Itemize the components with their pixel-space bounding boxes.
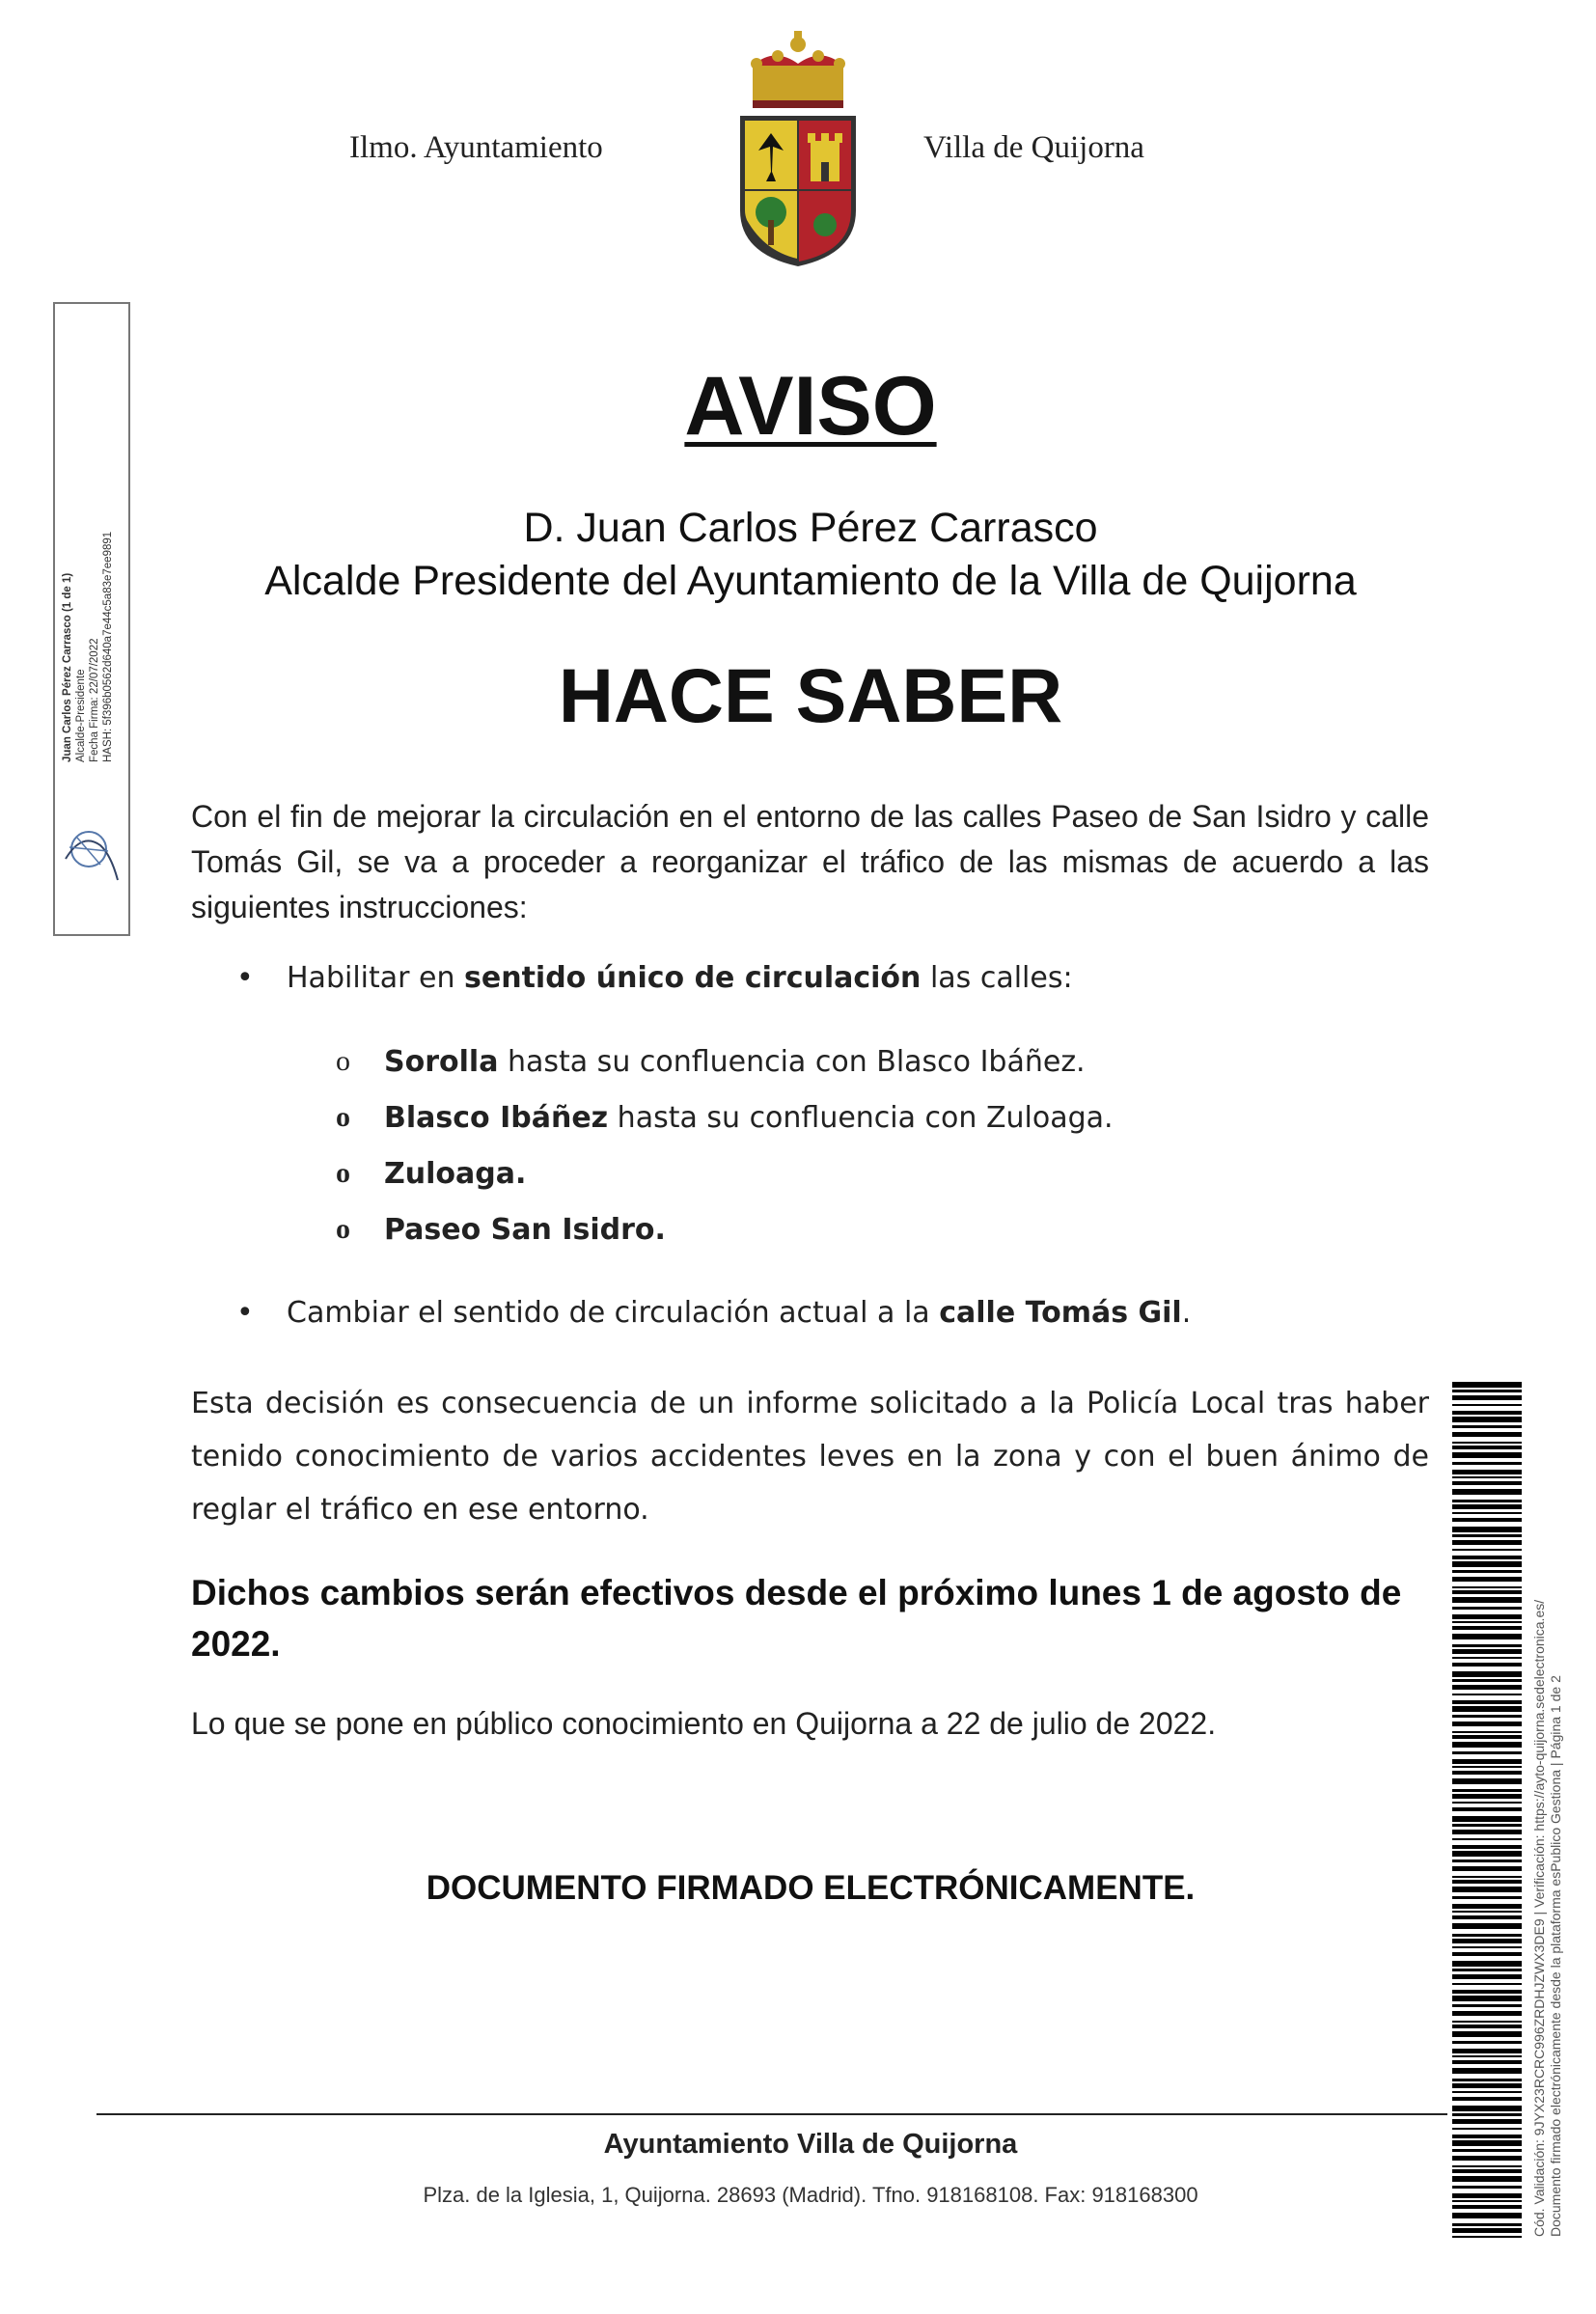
- barcode-bar: [1452, 2049, 1522, 2053]
- barcode-bar: [1452, 1876, 1522, 1878]
- barcode-bar: [1452, 1626, 1522, 1630]
- street-name: Blasco Ibáñez: [384, 1101, 609, 1135]
- barcode-bar: [1452, 1476, 1522, 1478]
- barcode-bar: [1452, 1824, 1522, 1827]
- validation-code: Cód. Validación: 9JYX23RCRC996ZRDHJZWX3DE9 | Verificación: https://ayto-quijorna.sedelectronica.es/: [1531, 1599, 1547, 2237]
- barcode-bar: [1452, 2011, 1522, 2016]
- barcode-bar: [1452, 1425, 1522, 1428]
- bullet-item-one-way: [236, 961, 1073, 995]
- barcode-bar: [1452, 1657, 1522, 1659]
- barcode-bar: [1452, 2025, 1522, 2028]
- header-right-text: Villa de Quijorna: [923, 130, 1144, 165]
- barcode-bar: [1452, 1518, 1522, 1522]
- effective-date-paragraph: Dichos cambios serán efectivos desde el próximo lunes 1 de agosto de 2022.: [191, 1573, 1402, 1664]
- barcode-bar: [1452, 1700, 1522, 1704]
- bullet-bold-text: sentido único de circulación: [464, 961, 922, 995]
- barcode-bar: [1452, 1851, 1522, 1857]
- barcode-bar: [1452, 1759, 1522, 1764]
- barcode-bar: [1452, 1996, 1522, 2001]
- barcode-bar: [1452, 1866, 1522, 1871]
- barcode-bar: [1452, 1417, 1522, 1422]
- barcode-bar: [1452, 2205, 1522, 2209]
- validation-barcode-icon: [1452, 1382, 1522, 2241]
- barcode-bar: [1452, 1395, 1522, 1400]
- barcode-bar: [1452, 1923, 1522, 1929]
- barcode-bar: [1452, 1549, 1522, 1551]
- barcode-bar: [1452, 1404, 1522, 1406]
- barcode-bar: [1452, 1685, 1522, 1690]
- barcode-bar: [1452, 1771, 1522, 1775]
- barcode-bar: [1452, 2135, 1522, 2138]
- barcode-bar: [1452, 1751, 1522, 1754]
- barcode-bar: [1452, 1961, 1522, 1967]
- barcode-bar: [1452, 2149, 1522, 2152]
- signer-name: Juan Carlos Pérez Carrasco (1 de 1): [62, 572, 73, 762]
- barcode-bar: [1452, 1694, 1522, 1695]
- barcode-bar: [1452, 1540, 1522, 1545]
- barcode-bar: [1452, 1382, 1522, 1388]
- barcode-bar: [1452, 1896, 1522, 1899]
- signature-date: Fecha Firma: 22/07/2022: [89, 638, 100, 762]
- barcode-bar: [1452, 1663, 1522, 1667]
- sub-marker: o: [336, 1157, 350, 1189]
- barcode-bar: [1452, 2156, 1522, 2161]
- barcode-bar: [1452, 2106, 1522, 2111]
- barcode-bar: [1452, 1597, 1522, 1603]
- barcode-bar: [1452, 2186, 1522, 2189]
- signature-hash: HASH: 5f396b0562d640a7e44c5a83e7ee9891: [102, 531, 114, 762]
- barcode-bar: [1452, 1859, 1522, 1862]
- barcode-bar: [1452, 2083, 1522, 2088]
- bullet-item-direction-change: [236, 1296, 1191, 1330]
- notice-heading: HACE SABER: [558, 652, 1063, 738]
- barcode-bar: [1452, 1411, 1522, 1415]
- barcode-bar: [1452, 1845, 1522, 1849]
- signed-electronically-label: DOCUMENTO FIRMADO ELECTRÓNICAMENTE.: [426, 1869, 1196, 1907]
- validation-platform: Documento firmado electrónicamente desde la plataforma esPublico Gestiona | Página 1 de 2: [1548, 1675, 1563, 2237]
- issuer-role: Alcalde Presidente del Ayuntamiento de la Villa de Quijorna: [264, 558, 1357, 604]
- signature-stamp-icon: [58, 813, 125, 885]
- barcode-bar: [1452, 1706, 1522, 1712]
- bullet-text: Cambiar el sentido de circulación actual a la: [287, 1296, 940, 1330]
- barcode-bar: [1452, 2193, 1522, 2198]
- barcode-bar: [1452, 1446, 1522, 1449]
- barcode-bar: [1452, 2068, 1522, 2074]
- barcode-bar: [1452, 1462, 1522, 1465]
- barcode-bar: [1452, 1512, 1522, 1514]
- barcode-bar: [1452, 1952, 1522, 1956]
- barcode-bar: [1452, 1766, 1522, 1768]
- barcode-bar: [1452, 1742, 1522, 1748]
- street-name: Zuloaga.: [384, 1157, 527, 1191]
- barcode-bar: [1452, 1452, 1522, 1458]
- street-name: Sorolla: [384, 1045, 499, 1079]
- barcode-bar: [1452, 1561, 1522, 1567]
- signer-role: Alcalde-Presidente: [75, 669, 87, 762]
- barcode-bar: [1452, 2060, 1522, 2064]
- barcode-bar: [1452, 1816, 1522, 1822]
- barcode-bar: [1452, 2200, 1522, 2202]
- barcode-bar: [1452, 2021, 1522, 2023]
- barcode-bar: [1452, 1481, 1522, 1485]
- street-name: Paseo San Isidro.: [384, 1213, 666, 1247]
- barcode-bar: [1452, 1974, 1522, 1979]
- bullet-marker: •: [236, 1296, 254, 1330]
- barcode-bar: [1452, 1634, 1522, 1639]
- street-detail: hasta su confluencia con Zuloaga.: [608, 1101, 1114, 1135]
- barcode-bar: [1452, 1607, 1522, 1610]
- barcode-bar: [1452, 1722, 1522, 1726]
- barcode-bar: [1452, 1946, 1522, 1948]
- coat-of-arms-icon: [735, 27, 861, 268]
- barcode-bar: [1452, 2165, 1522, 2167]
- barcode-bar: [1452, 1586, 1522, 1588]
- barcode-bar: [1452, 2236, 1522, 2238]
- barcode-bar: [1452, 1802, 1522, 1804]
- barcode-bar: [1452, 1556, 1522, 1559]
- barcode-bar: [1452, 1911, 1522, 1913]
- barcode-bar: [1452, 1838, 1522, 1840]
- barcode-bar: [1452, 1904, 1522, 1909]
- street-detail: hasta su confluencia con Blasco Ibáñez.: [498, 1045, 1086, 1079]
- barcode-bar: [1452, 2031, 1522, 2037]
- barcode-bar: [1452, 2169, 1522, 2173]
- bullet-bold-text: calle Tomás Gil: [939, 1296, 1182, 1330]
- barcode-bar: [1452, 1644, 1522, 1647]
- bullet-marker: •: [236, 961, 254, 995]
- barcode-bar: [1452, 1934, 1522, 1937]
- barcode-bar: [1452, 2055, 1522, 2057]
- barcode-bar: [1452, 1778, 1522, 1784]
- barcode-bar: [1452, 1735, 1522, 1739]
- barcode-bar: [1452, 1939, 1522, 1943]
- notice-title: AVISO: [684, 360, 937, 453]
- barcode-bar: [1452, 2140, 1522, 2146]
- barcode-bar: [1452, 1671, 1522, 1677]
- barcode-bar: [1452, 1470, 1522, 1474]
- barcode-bar: [1452, 1570, 1522, 1573]
- barcode-bar: [1452, 2113, 1522, 2116]
- validation-text: [1531, 1368, 1564, 2237]
- barcode-bar: [1452, 1983, 1522, 1985]
- bullet-text-end: las calles:: [921, 961, 1073, 995]
- sub-marker: o: [336, 1213, 350, 1245]
- barcode-bar: [1452, 1990, 1522, 1994]
- barcode-bar: [1452, 1534, 1522, 1537]
- footer-address: Plza. de la Iglesia, 1, Quijorna. 28693 (Madrid). Tfno. 918168108. Fax: 918168300: [423, 2183, 1198, 2207]
- barcode-bar: [1452, 1649, 1522, 1654]
- sub-marker: o: [336, 1101, 350, 1133]
- barcode-bar: [1452, 1969, 1522, 1971]
- barcode-bar: [1452, 1590, 1522, 1594]
- barcode-bar: [1452, 1789, 1522, 1792]
- footer-divider: [96, 2113, 1447, 2115]
- barcode-bar: [1452, 1432, 1522, 1437]
- barcode-bar: [1452, 1390, 1522, 1392]
- barcode-bar: [1452, 1807, 1522, 1811]
- reason-paragraph: Esta decisión es consecuencia de un informe solicitado a la Policía Local tras haber tenido conocimiento de varios accidentes leves en la zona y con el buen ánimo de reglar el tráfico en ese entorno.: [191, 1387, 1429, 1527]
- barcode-bar: [1452, 1731, 1522, 1733]
- barcode-bar: [1452, 2223, 1522, 2226]
- intro-paragraph: Con el fin de mejorar la circulación en el entorno de las calles Paseo de San Isidro y calle Tomás Gil, se va a proceder a reorganizar el tráfico de las mismas de acuerdo a las siguientes instrucciones:: [191, 799, 1429, 924]
- bullet-text: Habilitar en: [287, 961, 465, 995]
- barcode-bar: [1452, 2176, 1522, 2182]
- closing-paragraph: Lo que se pone en público conocimiento en Quijorna a 22 de julio de 2022.: [191, 1706, 1217, 1741]
- barcode-bar: [1452, 1527, 1522, 1532]
- barcode-bar: [1452, 1830, 1522, 1834]
- barcode-bar: [1452, 1880, 1522, 1884]
- barcode-bar: [1452, 1794, 1522, 1799]
- barcode-bar: [1452, 2128, 1522, 2130]
- sub-marker: o: [336, 1045, 350, 1077]
- barcode-bar: [1452, 2004, 1522, 2007]
- barcode-bar: [1452, 1715, 1522, 1718]
- barcode-bar: [1452, 1887, 1522, 1892]
- header-left-text: Ilmo. Ayuntamiento: [349, 130, 603, 165]
- barcode-bar: [1452, 2091, 1522, 2093]
- barcode-bar: [1452, 1442, 1522, 1444]
- barcode-bar: [1452, 1614, 1522, 1619]
- footer-organization: Ayuntamiento Villa de Quijorna: [603, 2129, 1018, 2160]
- barcode-bar: [1452, 2119, 1522, 2124]
- barcode-bar: [1452, 2213, 1522, 2218]
- barcode-bar: [1452, 1500, 1522, 1502]
- barcode-bar: [1452, 2041, 1522, 2044]
- barcode-bar: [1452, 2228, 1522, 2233]
- barcode-bar: [1452, 1915, 1522, 1919]
- barcode-bar: [1452, 1621, 1522, 1623]
- issuer-name: D. Juan Carlos Pérez Carrasco: [523, 505, 1098, 551]
- barcode-bar: [1452, 2097, 1522, 2101]
- barcode-bar: [1452, 1679, 1522, 1682]
- barcode-bar: [1452, 2079, 1522, 2081]
- barcode-bar: [1452, 1504, 1522, 1509]
- barcode-bar: [1452, 1489, 1522, 1495]
- bullet-text-end: .: [1181, 1296, 1192, 1330]
- barcode-bar: [1452, 1577, 1522, 1582]
